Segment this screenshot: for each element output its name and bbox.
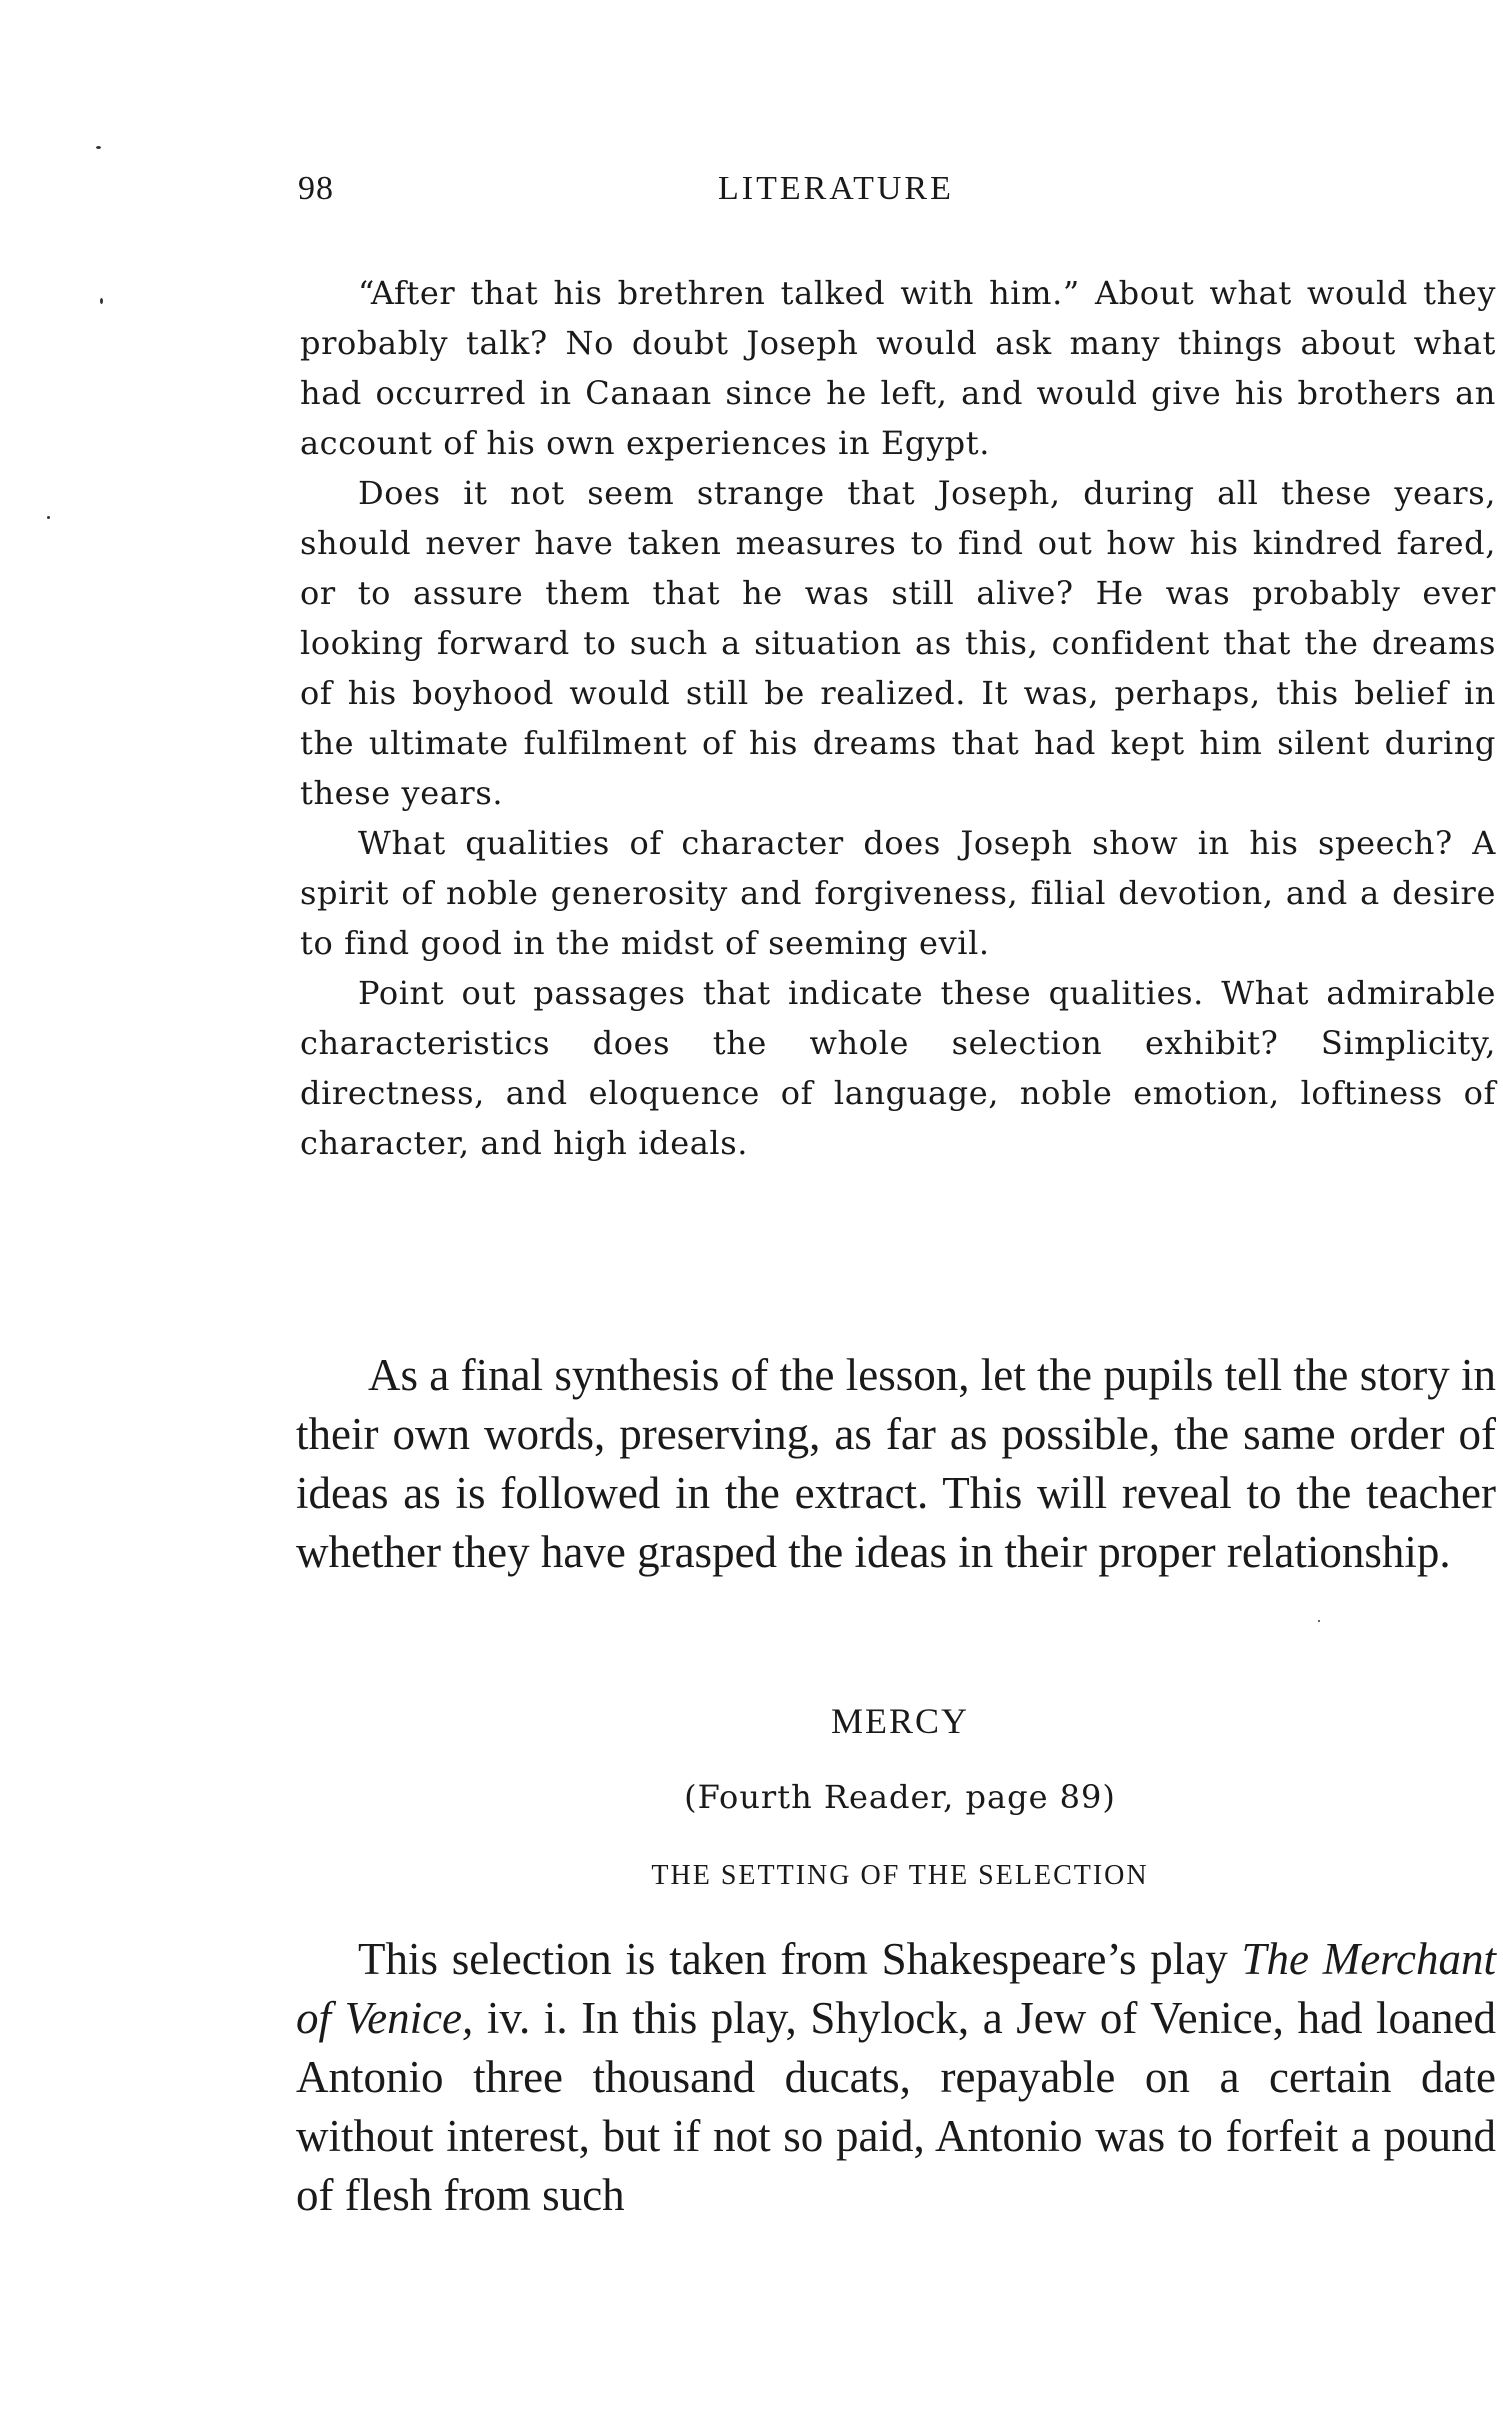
- paragraph-synthesis: As a final synthesis of the lesson, let the pupils tell the story in their own words, preserving, as far as possible, the same order of ideas as is followed in the extract. This will reveal to the teacher whether they have grasped the ideas in their proper relationship.: [296, 1350, 1496, 1577]
- setting-block: [296, 1930, 1496, 2225]
- page-number: 98: [298, 170, 334, 207]
- page-header: [298, 170, 1498, 220]
- setting-text-start: This selection is taken from Shakespeare’s play: [358, 1934, 1242, 1984]
- section-source: (Fourth Reader, page 89): [684, 1778, 1116, 1816]
- paragraph-strange-silence: Does it not seem strange that Joseph, during all these years, should never have taken measures to find out how his kindred fared, or to assure them that he was still alive? He was probably ever looking forward to such a situation as this, confident that the dreams of his boyhood would still be realized. It was, perhaps, this belief in the ultimate fulfilment of his dreams that had kept him silent during these years.: [300, 474, 1496, 812]
- paragraph-setting: [296, 1930, 1496, 2225]
- section-title: MERCY: [830, 1701, 970, 1741]
- synthesis-block: [296, 1346, 1496, 1582]
- scan-speck: [1318, 1620, 1320, 1622]
- scan-speck: [100, 298, 103, 304]
- paragraph-qualities: What qualities of character does Joseph show in his speech? A spirit of noble generosity and forgiveness, filial devotion, and a desire to find good in the midst of seeming evil.: [300, 824, 1496, 962]
- section-subheading: THE SETTING OF THE SELECTION: [651, 1860, 1149, 1891]
- running-title: LITERATURE: [718, 170, 954, 207]
- commentary-block: [300, 268, 1496, 1168]
- scan-speck: [47, 516, 50, 519]
- play-title: The Merchant of Venice,: [296, 1934, 1496, 2043]
- paragraph-brethren: “After that his brethren talked with him.” About what would they probably talk? No doubt Joseph would ask many things about what had occurred in Canaan since he left, and would give his brothers an account of his own experiences in Egypt.: [300, 274, 1496, 462]
- scan-speck: [96, 146, 101, 149]
- setting-text-end: iv. i. In this play, Shylock, a Jew of Venice, had loaned Antonio three thousand ducats, repayable on a certain date without interest, but if not so paid, Antonio was to forfeit a pound of flesh from such: [296, 1993, 1496, 2220]
- paragraph-passages: Point out passages that indicate these qualities. What admirable characteristics does the whole selection exhibit? Simplicity, directness, and eloquence of language, noble emotion, loftiness of character, and high ideals.: [300, 974, 1496, 1162]
